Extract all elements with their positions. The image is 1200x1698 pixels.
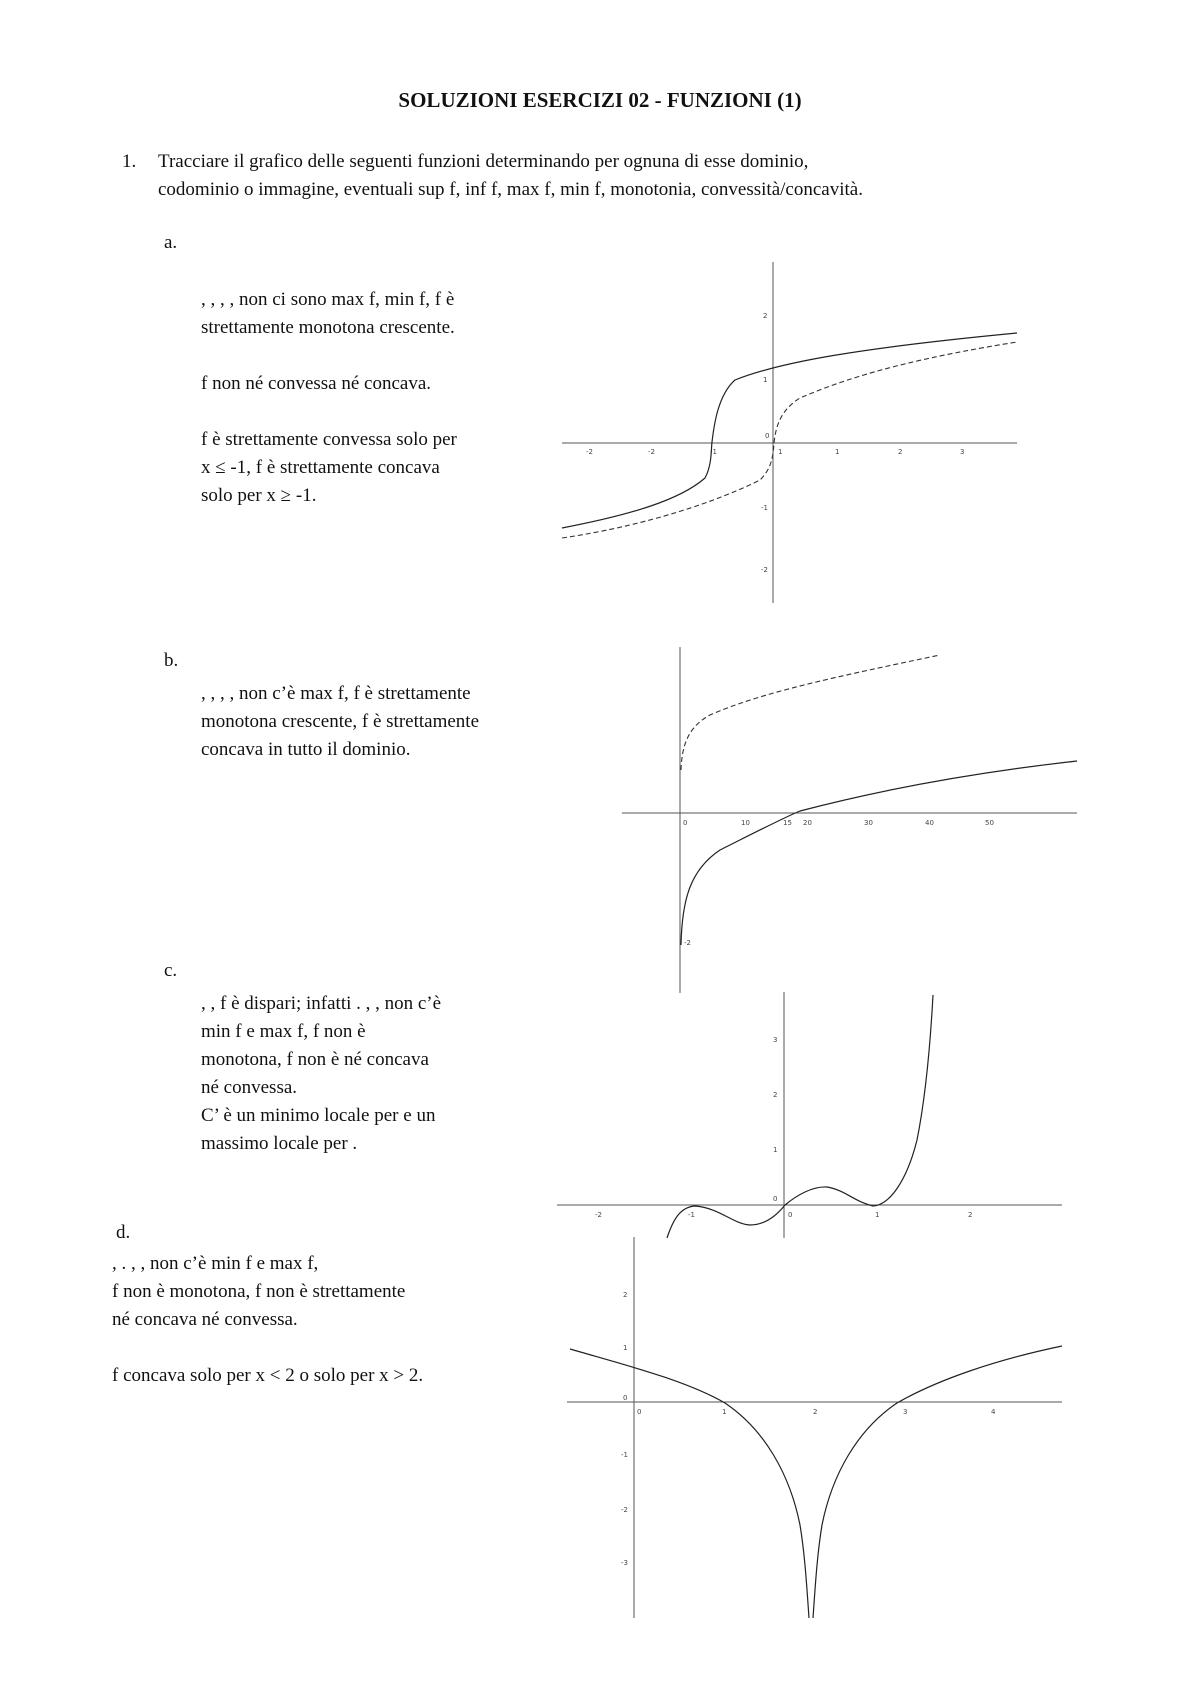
tick-label: 0: [623, 1394, 628, 1402]
section-d-label: d.: [116, 1222, 131, 1243]
tick-label: 1: [875, 1211, 880, 1219]
section-a-text: [201, 286, 561, 510]
tick-label: 2: [968, 1211, 973, 1219]
graph-a: [560, 260, 1020, 605]
tick-label: 2: [898, 448, 903, 456]
tick-label: 1: [835, 448, 840, 456]
curve-solid: [667, 995, 933, 1238]
text-line: [112, 1334, 532, 1362]
text-line: solo per x ≥ -1.: [201, 485, 317, 506]
tick-label: -3: [621, 1559, 628, 1567]
tick-label: 0: [765, 432, 770, 440]
tick-label: 50: [985, 819, 994, 827]
curve-right-branch: [813, 1346, 1062, 1618]
graph-c: [555, 990, 1065, 1240]
curve-dashed: [681, 655, 940, 770]
text-line: , , , , non ci sono max f, min f, f è: [201, 289, 455, 310]
tick-label: 20: [803, 819, 812, 827]
tick-label: 2: [773, 1091, 778, 1099]
graph-b: [620, 645, 1080, 995]
tick-label: 1: [773, 1146, 778, 1154]
section-c-label: c.: [164, 960, 178, 981]
text-line: x ≤ -1, f è strettamente concava: [201, 457, 440, 478]
tick-label: 40: [925, 819, 934, 827]
tick-label: 2: [623, 1291, 628, 1299]
text-line: monotona crescente, f è strettamente: [201, 711, 480, 732]
tick-label: -2: [595, 1211, 602, 1219]
text-line: [201, 398, 561, 426]
text-line: f non né convessa né concava.: [201, 373, 432, 394]
text-line: strettamente monotona crescente.: [201, 317, 455, 338]
tick-label: 2: [763, 312, 768, 320]
curve-solid: [681, 761, 1077, 945]
tick-label: -1: [761, 504, 768, 512]
text-line: massimo locale per .: [201, 1133, 358, 1154]
tick-label: 10: [741, 819, 750, 827]
graph-d: [565, 1235, 1065, 1620]
question-number: 1.: [122, 151, 137, 172]
question-line-1: Tracciare il grafico delle seguenti funzioni determinando per ognuna di esse dominio,: [158, 151, 809, 172]
tick-label: 1: [763, 376, 768, 384]
section-c-text: [201, 990, 531, 1158]
curve-dashed: [562, 342, 1017, 538]
section-a-label: a.: [164, 232, 178, 253]
text-line: [201, 342, 561, 370]
section-d-text: [112, 1250, 532, 1390]
tick-label: 0: [773, 1195, 778, 1203]
question-text: [158, 148, 1088, 204]
tick-label: -2: [684, 939, 691, 947]
page-title: SOLUZIONI ESERCIZI 02 - FUNZIONI (1): [398, 88, 802, 112]
text-line: , . , , non c’è min f e max f,: [112, 1253, 319, 1274]
tick-label: 2: [813, 1408, 818, 1416]
text-line: f non è monotona, f non è strettamente: [112, 1281, 406, 1302]
text-line: concava in tutto il dominio.: [201, 739, 411, 760]
text-line: né concava né convessa.: [112, 1309, 298, 1330]
tick-label: 0: [637, 1408, 642, 1416]
curve-solid: [562, 333, 1017, 528]
text-line: f concava solo per x < 2 o solo per x > 2.: [112, 1365, 424, 1386]
text-line: monotona, f non è né concava: [201, 1049, 429, 1070]
text-line: C’ è un minimo locale per e un: [201, 1105, 436, 1126]
tick-label: -1: [710, 448, 717, 456]
tick-label: -1: [621, 1451, 628, 1459]
tick-label: 30: [864, 819, 873, 827]
tick-label: -2: [621, 1506, 628, 1514]
text-line: f è strettamente convessa solo per: [201, 429, 457, 450]
tick-label: 1: [778, 448, 783, 456]
tick-label: 1: [623, 1344, 628, 1352]
text-line: min f e max f, f non è: [201, 1021, 366, 1042]
tick-label: 0: [788, 1211, 793, 1219]
text-line: né convessa.: [201, 1077, 298, 1098]
tick-label: 3: [773, 1036, 778, 1044]
text-line: , , , , non c’è max f, f è strettamente: [201, 683, 471, 704]
tick-label: -2: [648, 448, 655, 456]
text-line: , , f è dispari; infatti . , , non c’è: [201, 993, 442, 1014]
tick-label: -2: [586, 448, 593, 456]
section-b-label: b.: [164, 650, 179, 671]
section-b-text: [201, 680, 581, 764]
question-line-2: codominio o immagine, eventuali sup f, inf f, max f, min f, monotonia, convessità/concavità.: [158, 179, 863, 200]
tick-label: 1: [722, 1408, 727, 1416]
tick-label: 0: [683, 819, 688, 827]
tick-label: -2: [761, 566, 768, 574]
tick-label: 15: [783, 819, 792, 827]
curve-left-branch: [570, 1349, 809, 1618]
tick-label: 3: [903, 1408, 908, 1416]
tick-label: 3: [960, 448, 965, 456]
tick-label: -1: [688, 1211, 695, 1219]
tick-label: 4: [991, 1408, 996, 1416]
